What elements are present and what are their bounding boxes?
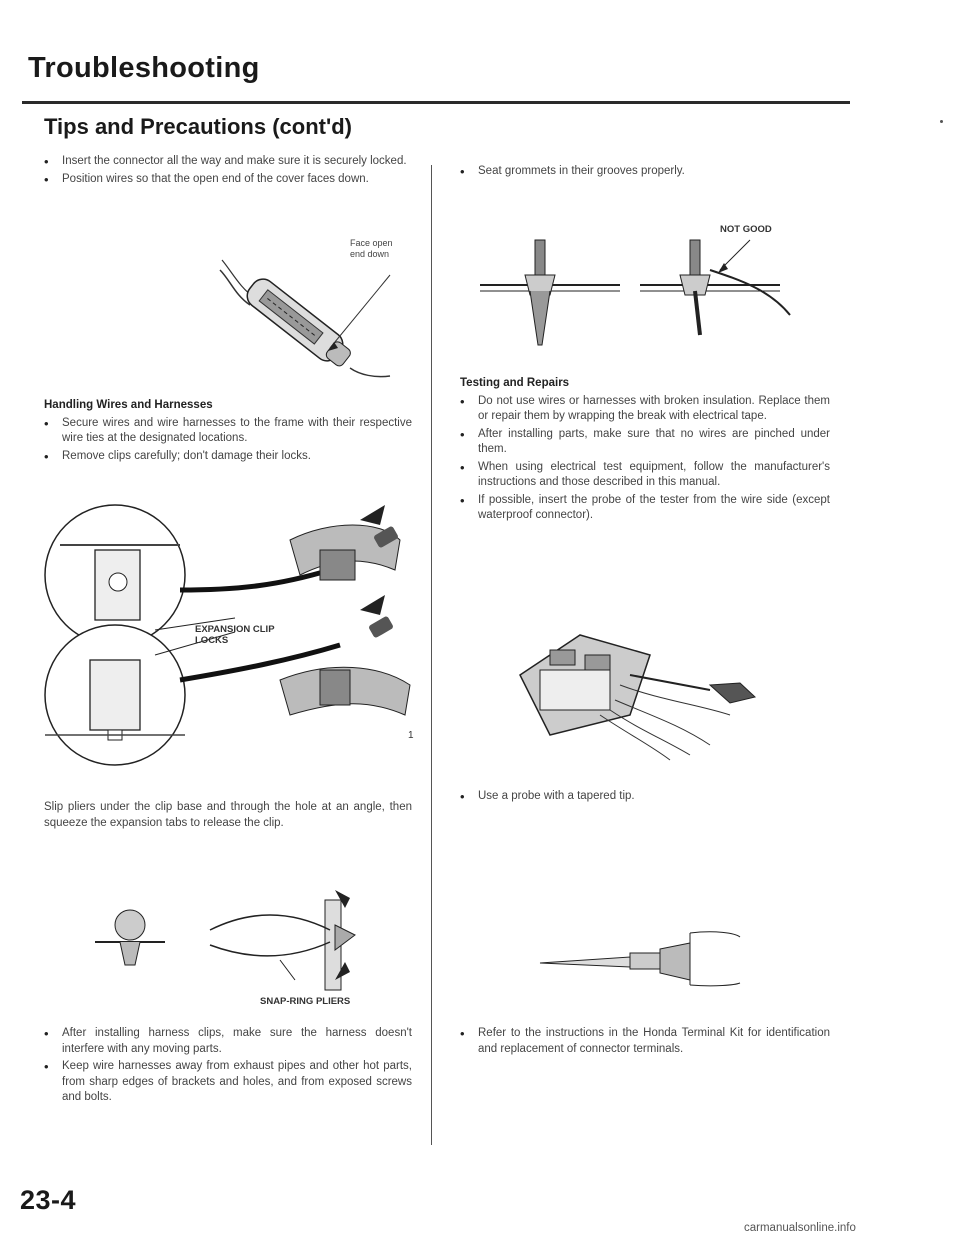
margin-dot bbox=[940, 120, 943, 123]
handling-section bbox=[44, 398, 412, 466]
bullet-terminal-kit: • Refer to the instructions in the Honda Terminal Kit for identification and replacement of connector terminals. bbox=[460, 1026, 830, 1057]
right-refer-bullet bbox=[460, 1026, 830, 1059]
snap-ring-pliers-illustration bbox=[80, 880, 380, 1000]
grommet-figure bbox=[480, 225, 800, 355]
bullet-harness-clips: • After installing harness clips, make sure the harness doesn't interfere with any moving parts. bbox=[44, 1026, 412, 1057]
title-rule bbox=[22, 101, 850, 104]
connector-probe-illustration bbox=[500, 615, 780, 765]
bullet-tapered-probe: • Use a probe with a tapered tip. bbox=[460, 789, 830, 805]
right-grommet-bullet bbox=[460, 164, 830, 182]
fig1-label-face-open-end: Face open end down bbox=[350, 238, 393, 259]
fig4-label-not-good: NOT GOOD bbox=[720, 224, 772, 235]
left-bottom-bullets bbox=[44, 1026, 412, 1108]
bullet-test-equipment: • When using electrical test equipment, follow the manufacturer's instructions and those described in this manual. bbox=[460, 460, 830, 491]
bullet-insert-connector: • Insert the connector all the way and make sure it is securely locked. bbox=[44, 154, 412, 170]
column-divider bbox=[431, 165, 432, 1145]
testing-section bbox=[460, 376, 830, 526]
connector-cover-illustration bbox=[200, 250, 400, 380]
connector-probe-figure bbox=[500, 615, 780, 765]
slip-pliers-text: Slip pliers under the clip base and through the hole at an angle, then squeeze the expansion tabs to release the clip. bbox=[44, 801, 412, 829]
page-title: Troubleshooting bbox=[28, 52, 260, 84]
section-title: Tips and Precautions (cont'd) bbox=[44, 114, 352, 139]
right-probe-bullet bbox=[460, 789, 830, 807]
bullet-pinched-wires: • After installing parts, make sure that no wires are pinched under them. bbox=[460, 427, 830, 458]
page-number: 23-4 bbox=[20, 1185, 77, 1215]
bullet-seat-grommets: • Seat grommets in their grooves properly. bbox=[460, 164, 830, 180]
tapered-probe-illustration bbox=[535, 925, 745, 995]
bullet-remove-clips: • Remove clips carefully; don't damage their locks. bbox=[44, 449, 412, 465]
grommet-illustration bbox=[480, 225, 800, 350]
left-top-bullets bbox=[44, 154, 412, 189]
bullet-broken-insulation: • Do not use wires or harnesses with broken insulation. Replace them or repair them by wrapping the break with electrical tape. bbox=[460, 394, 830, 425]
bullet-insert-probe: • If possible, insert the probe of the tester from the wire side (except waterproof connector). bbox=[460, 493, 830, 524]
tapered-probe-figure bbox=[535, 925, 745, 995]
handling-heading: Handling Wires and Harnesses bbox=[44, 399, 213, 411]
connector-cover-figure bbox=[200, 238, 400, 380]
fig3-label-snap-ring-pliers: SNAP-RING PLIERS bbox=[260, 996, 351, 1007]
snap-ring-pliers-figure bbox=[80, 880, 380, 1010]
watermark: carmanualsonline.info bbox=[744, 1222, 856, 1234]
fig2-label-expansion-clip-locks: EXPANSION CLIP LOCKS bbox=[195, 624, 275, 646]
bullet-position-wires: • Position wires so that the open end of the cover faces down. bbox=[44, 172, 412, 188]
bullet-keep-away: • Keep wire harnesses away from exhaust pipes and other hot parts, from sharp edges of brackets and holes, and from exposed screws and bolts. bbox=[44, 1059, 412, 1106]
expansion-clip-figure bbox=[40, 500, 420, 770]
bullet-secure-wires: • Secure wires and wire harnesses to the frame with their respective wire ties at the designated locations. bbox=[44, 416, 412, 447]
slip-pliers-paragraph bbox=[44, 800, 412, 831]
testing-heading: Testing and Repairs bbox=[460, 377, 570, 389]
svg-text:1: 1 bbox=[408, 730, 414, 741]
